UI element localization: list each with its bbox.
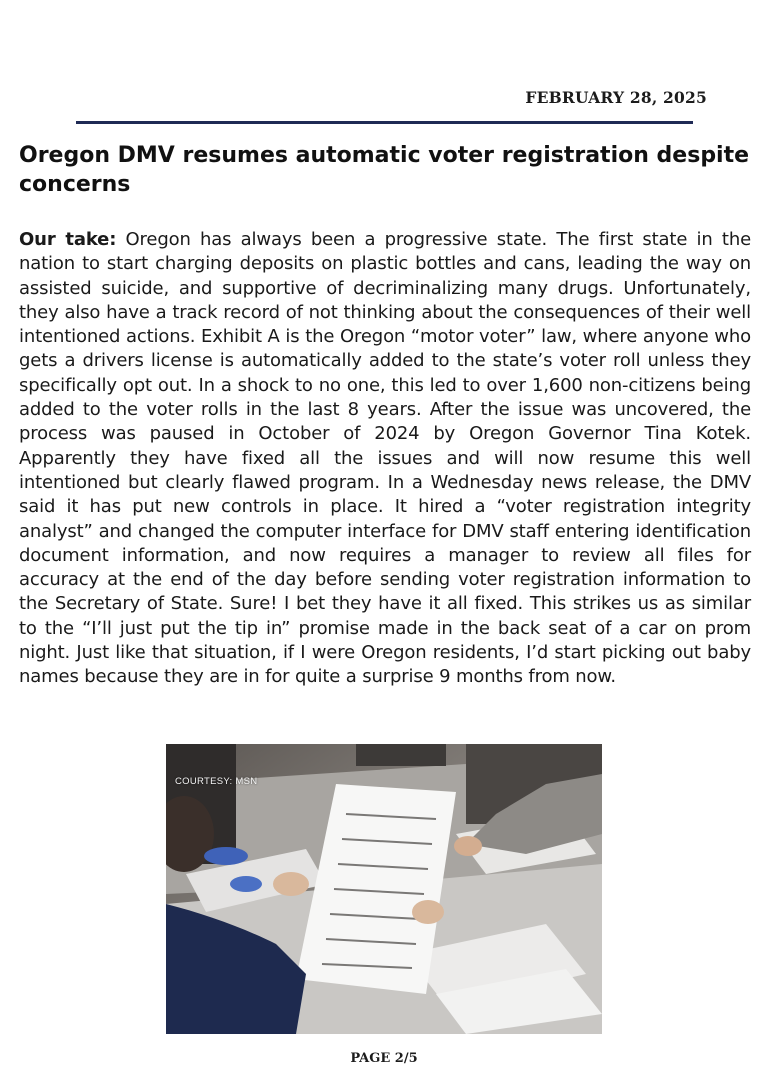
- article-photo: [166, 744, 602, 1034]
- article-date: FEBRUARY 28, 2025: [525, 88, 707, 107]
- page-number: PAGE 2/5: [350, 1051, 418, 1066]
- photo-credit: COURTESY: MSN: [175, 776, 258, 787]
- body-text: Oregon has always been a progressive state. The first state in the nation to start charging deposits on plastic bottles and cans, leading the way on assisted suicide, and supportive of decriminalizing many drugs. Unfortunately, they also have a track record of not thinking about the consequences of their well intentioned actions. Exhibit A is the Oregon “motor voter” law, where anyone who gets a drivers license is automatically added to the state’s voter roll unless they specifically opt out. In a shock to no one, this led to over 1,600 non-citizens being added to the voter rolls in the last 8 years. After the issue was uncovered, the process was paused in October of 2024 by Oregon Governor Tina Kotek. Apparently they have fixed all the issues and will now resume this well intentioned but clearly flawed program. In a Wednesday news release, the DMV said it has put new controls in place. It hired a “voter registration integrity analyst” and changed the computer interface for DMV staff entering identification document information, and now requires a manager to review all files for accuracy at the end of the day before sending voter registration information to the Secretary of State. Sure! I bet they have it all fixed. This strikes us as similar to the “I’ll just put the tip in” promise made in the back seat of a car on prom night. Just like that situation, if I were Oregon residents, I’d start picking out baby names because they are in for quite a surprise 9 months from now.: [19, 229, 751, 688]
- header-divider: [76, 121, 693, 124]
- lead-label: Our take:: [19, 229, 117, 250]
- article-body: [19, 228, 751, 690]
- ballot-counting-photo-icon: [166, 744, 602, 1034]
- headline: Oregon DMV resumes automatic voter registration despite concerns: [19, 143, 750, 197]
